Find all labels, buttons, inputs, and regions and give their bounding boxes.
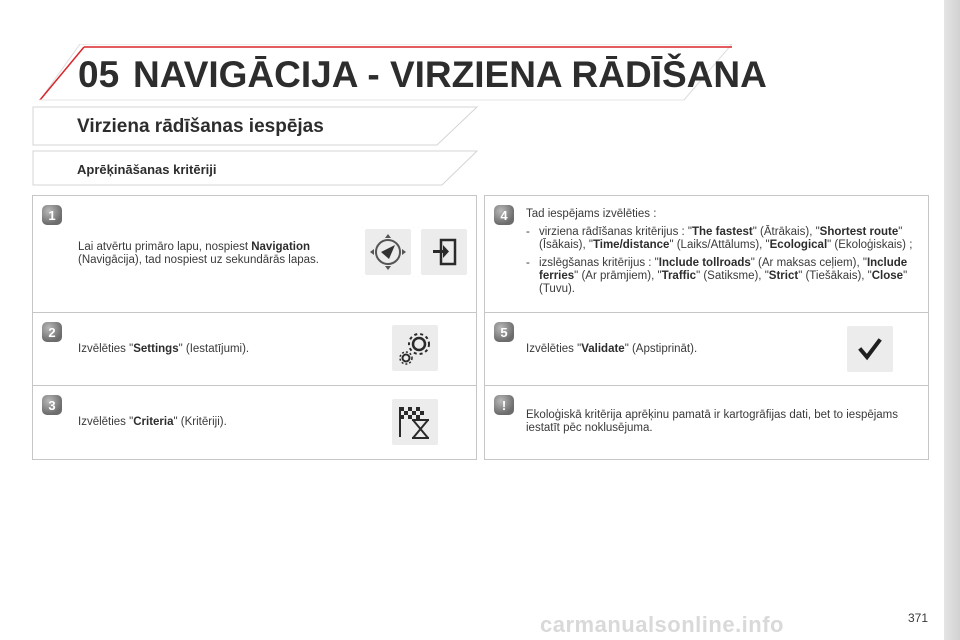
step-4-badge: 4 (494, 205, 514, 225)
criteria-flag-hourglass-icon (392, 399, 438, 445)
step-2-badge: 2 (42, 322, 62, 342)
step-5-box (484, 312, 929, 387)
note-warning-icon: ! (494, 395, 514, 415)
step-4-text (526, 208, 922, 296)
chapter-number: 05 (78, 54, 120, 95)
exclusion-criteria-item: - izslēgšanas kritērijus : "Include tollroads" (Ar maksas ceļiem), "Include ferries" (Ar prāmjiem), "Traffic" (Satiksme), "Strict" (Tiešākais), "Close" (Tuvu). (526, 257, 922, 296)
step-3-text: Izvēlēties "Criteria" (Kritēriji). (78, 416, 227, 428)
step-1-badge: 1 (42, 205, 62, 225)
chapter-title: NAVIGĀCIJA - VIRZIENA RĀDĪŠANA (133, 54, 767, 95)
settings-gears-icon (392, 325, 438, 371)
subsection-title: Aprēķināšanas kritēriji (77, 162, 217, 177)
step-3-box (32, 385, 477, 460)
note-box (484, 385, 929, 460)
step-1-box (32, 195, 477, 314)
watermark: carmanualsonline.info (540, 612, 784, 637)
step-1-text: Lai atvērtu primāro lapu, nospiest Navigation (Navigācija), tad nospiest uz sekundārās lapas. (78, 241, 319, 266)
chapter-header (32, 44, 767, 102)
secondary-page-icon (421, 229, 467, 275)
checkmark-icon (847, 326, 893, 372)
step-5-badge: 5 (494, 322, 514, 342)
route-criteria-item: - virziena rādīšanas kritērijus : "The fastest" (Ātrākais), "Shortest route" (Īsākais), "Time/distance" (Laiks/Attālums), "Ecological" (Ekoloģiskais) ; (526, 226, 922, 252)
step-3-badge: 3 (42, 395, 62, 415)
navigation-compass-icon (365, 229, 411, 275)
step-4-box (484, 195, 929, 314)
page-number: 371 (908, 611, 929, 625)
section-title: Virziena rādīšanas iespējas (77, 116, 324, 137)
step-2-text: Izvēlēties "Settings" (Iestatījumi). (78, 343, 250, 355)
page-edge-strip (944, 0, 960, 640)
note-text: Ekoloģiskā kritērija aprēķinu pamatā ir kartogrāfijas dati, bet to iespējams iestatīt pēc noklusējuma. (526, 409, 899, 434)
step-4-intro: Tad iespējams izvēlēties : (526, 208, 657, 220)
step-5-text: Izvēlēties "Validate" (Apstiprināt). (526, 343, 698, 355)
step-2-box (32, 312, 477, 387)
